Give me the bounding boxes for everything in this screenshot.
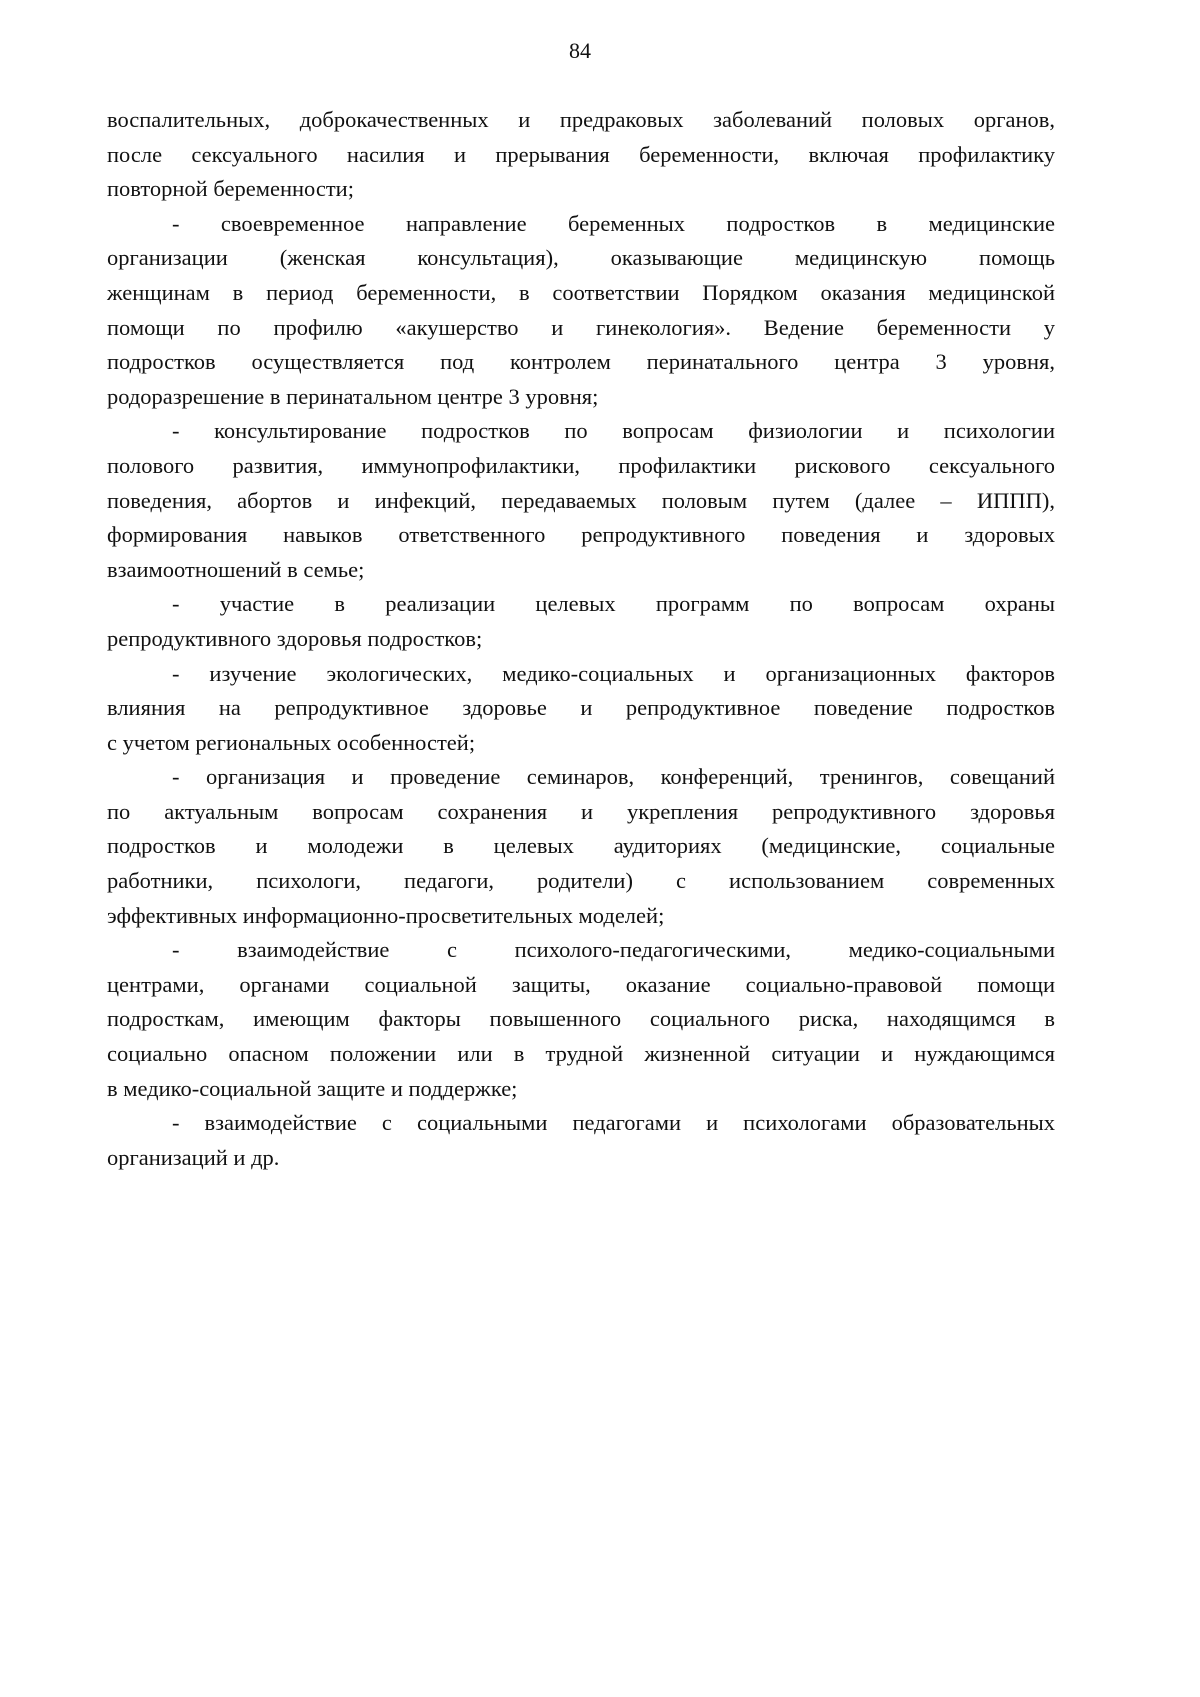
- paragraph: [107, 1106, 1055, 1175]
- text-line: женщинам в период беременности, в соответствии Порядком оказания медицинской: [107, 279, 1055, 305]
- paragraph: [107, 657, 1055, 761]
- text-line: - изучение экологических, медико-социальных и организационных факторов: [172, 660, 1055, 686]
- text-line: полового развития, иммунопрофилактики, профилактики рискового сексуального: [107, 452, 1055, 478]
- text-line: работники, психологи, педагоги, родители) с использованием современных: [107, 868, 1055, 894]
- text-line: - организация и проведение семинаров, конференций, тренингов, совещаний: [172, 764, 1055, 790]
- text-line: социально опасном положении или в трудной жизненной ситуации и нуждающимся: [107, 1041, 1055, 1067]
- text-line: подростков осуществляется под контролем перинатального центра 3 уровня,: [107, 349, 1055, 375]
- text-line: - взаимодействие с психолого-педагогическими, медико-социальными: [172, 937, 1055, 963]
- paragraph: [107, 760, 1055, 933]
- paragraph: [107, 103, 1055, 207]
- body-text: [107, 103, 1055, 1175]
- text-line: в медико-социальной защите и поддержке;: [107, 1075, 518, 1101]
- text-line: организации (женская консультация), оказывающие медицинскую помощь: [107, 245, 1055, 271]
- paragraph: [107, 587, 1055, 656]
- text-line: - взаимодействие с социальными педагогами и психологами образовательных: [172, 1110, 1055, 1136]
- text-line: с учетом региональных особенностей;: [107, 729, 476, 755]
- text-line: эффективных информационно-просветительных моделей;: [107, 902, 665, 928]
- paragraph: [107, 414, 1055, 587]
- text-line: взаимоотношений в семье;: [107, 556, 365, 582]
- text-line: репродуктивного здоровья подростков;: [107, 625, 483, 651]
- text-line: влияния на репродуктивное здоровье и репродуктивное поведение подростков: [107, 695, 1055, 721]
- text-line: - своевременное направление беременных подростков в медицинские: [172, 210, 1055, 236]
- paragraph: [107, 207, 1055, 415]
- text-line: формирования навыков ответственного репродуктивного поведения и здоровых: [107, 522, 1055, 548]
- text-line: родоразрешение в перинатальном центре 3 уровня;: [107, 383, 599, 409]
- text-line: воспалительных, доброкачественных и предраковых заболеваний половых органов,: [107, 107, 1055, 132]
- text-line: подростков и молодежи в целевых аудиториях (медицинские, социальные: [107, 833, 1055, 859]
- text-line: - консультирование подростков по вопросам физиологии и психологии: [172, 418, 1055, 444]
- text-line: после сексуального насилия и прерывания беременности, включая профилактику: [107, 141, 1055, 167]
- text-line: центрами, органами социальной защиты, оказание социально-правовой помощи: [107, 971, 1055, 997]
- paragraph: [107, 933, 1055, 1106]
- text-line: по актуальным вопросам сохранения и укрепления репродуктивного здоровья: [107, 798, 1055, 824]
- text-line: помощи по профилю «акушерство и гинекология». Ведение беременности у: [107, 314, 1055, 340]
- text-line: - участие в реализации целевых программ по вопросам охраны: [172, 591, 1055, 617]
- text-line: поведения, абортов и инфекций, передаваемых половым путем (далее – ИППП),: [107, 487, 1055, 513]
- text-line: подросткам, имеющим факторы повышенного социального риска, находящимся в: [107, 1006, 1055, 1032]
- page-number: 84: [569, 38, 591, 63]
- text-line: организаций и др.: [107, 1144, 280, 1170]
- text-line: повторной беременности;: [107, 176, 354, 202]
